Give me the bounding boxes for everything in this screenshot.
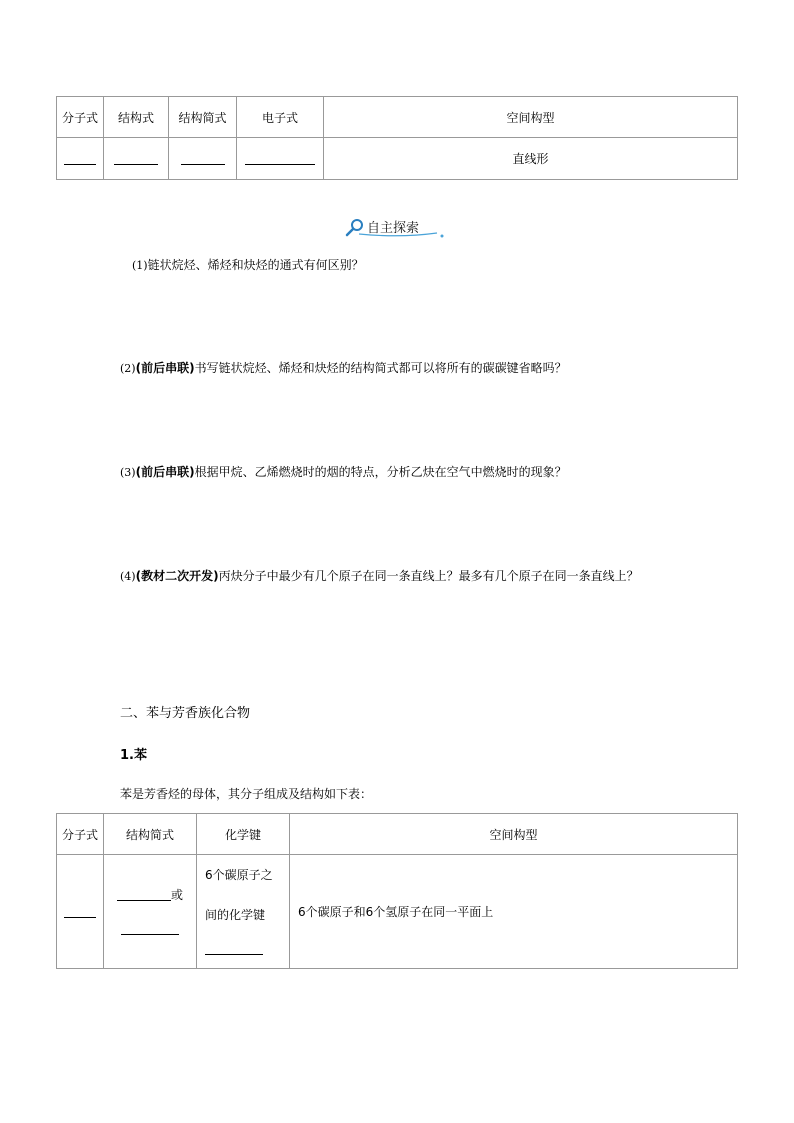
blank-condensed-formula[interactable] bbox=[169, 138, 237, 180]
bond-text-2: 间的化学键 bbox=[205, 907, 266, 922]
header-electron-formula: 电子式 bbox=[237, 97, 324, 138]
header-chemical-bond: 化学键 bbox=[197, 814, 290, 855]
blank-condensed-formula-1[interactable] bbox=[117, 890, 171, 901]
banner-underline bbox=[345, 228, 455, 238]
blank-structural-formula[interactable] bbox=[104, 138, 169, 180]
question-text: 书写链状烷烃、烯烃和炔烃的结构简式都可以将所有的碳碳键省略吗？ bbox=[194, 361, 567, 375]
question-number: (1) bbox=[132, 259, 148, 272]
header-molecular-formula: 分子式 bbox=[57, 814, 104, 855]
question-text: 丙炔分子中最少有几个原子在同一条直线上？最多有几个原子在同一条直线上？ bbox=[218, 569, 639, 583]
header-spatial-configuration: 空间构型 bbox=[290, 814, 738, 855]
acetylene-structure-table bbox=[56, 96, 738, 180]
section-heading: 二、苯与芳香族化合物 bbox=[120, 706, 251, 721]
header-condensed-formula: 结构简式 bbox=[104, 814, 197, 855]
question-number: (4) bbox=[120, 570, 136, 583]
benzene-structure-table bbox=[56, 813, 738, 969]
blank-electron-formula[interactable] bbox=[237, 138, 324, 180]
bond-text-1: 6个碳原子之 bbox=[205, 867, 273, 882]
cell-condensed-formula bbox=[104, 855, 197, 969]
question-4 bbox=[120, 567, 639, 584]
header-condensed-formula: 结构简式 bbox=[169, 97, 237, 138]
explore-banner bbox=[345, 216, 455, 236]
question-tag: (教材二次开发) bbox=[135, 569, 219, 583]
blank-molecular-formula[interactable] bbox=[57, 138, 104, 180]
blank-molecular-formula[interactable] bbox=[57, 855, 104, 969]
header-structural-formula: 结构式 bbox=[104, 97, 169, 138]
question-tag: (前后串联) bbox=[135, 465, 195, 479]
blank-chemical-bond[interactable] bbox=[205, 944, 263, 955]
question-text: 链状烷烃、烯烃和炔烃的通式有何区别？ bbox=[147, 258, 364, 272]
explore-title: 自主探索 bbox=[367, 221, 420, 236]
cell-spatial-configuration: 6个碳原子和6个氢原子在同一平面上 bbox=[290, 855, 738, 969]
question-number: (3) bbox=[120, 466, 136, 479]
cell-chemical-bond bbox=[197, 855, 290, 969]
question-1 bbox=[132, 256, 364, 273]
or-text: 或 bbox=[170, 887, 183, 902]
question-tag: (前后串联) bbox=[135, 361, 195, 375]
question-text: 根据甲烷、乙烯燃烧时的烟的特点，分析乙炔在空气中燃烧时的现象？ bbox=[194, 465, 567, 479]
subsection-heading: 1.苯 bbox=[120, 748, 147, 763]
header-spatial-configuration: 空间构型 bbox=[324, 97, 738, 138]
blank-condensed-formula-2[interactable] bbox=[121, 924, 179, 935]
question-3 bbox=[120, 463, 567, 480]
benzene-intro: 苯是芳香烃的母体，其分子组成及结构如下表： bbox=[120, 787, 373, 801]
cell-spatial-configuration: 直线形 bbox=[324, 138, 738, 180]
question-number: (2) bbox=[120, 362, 136, 375]
question-2 bbox=[120, 359, 567, 376]
header-molecular-formula: 分子式 bbox=[57, 97, 104, 138]
